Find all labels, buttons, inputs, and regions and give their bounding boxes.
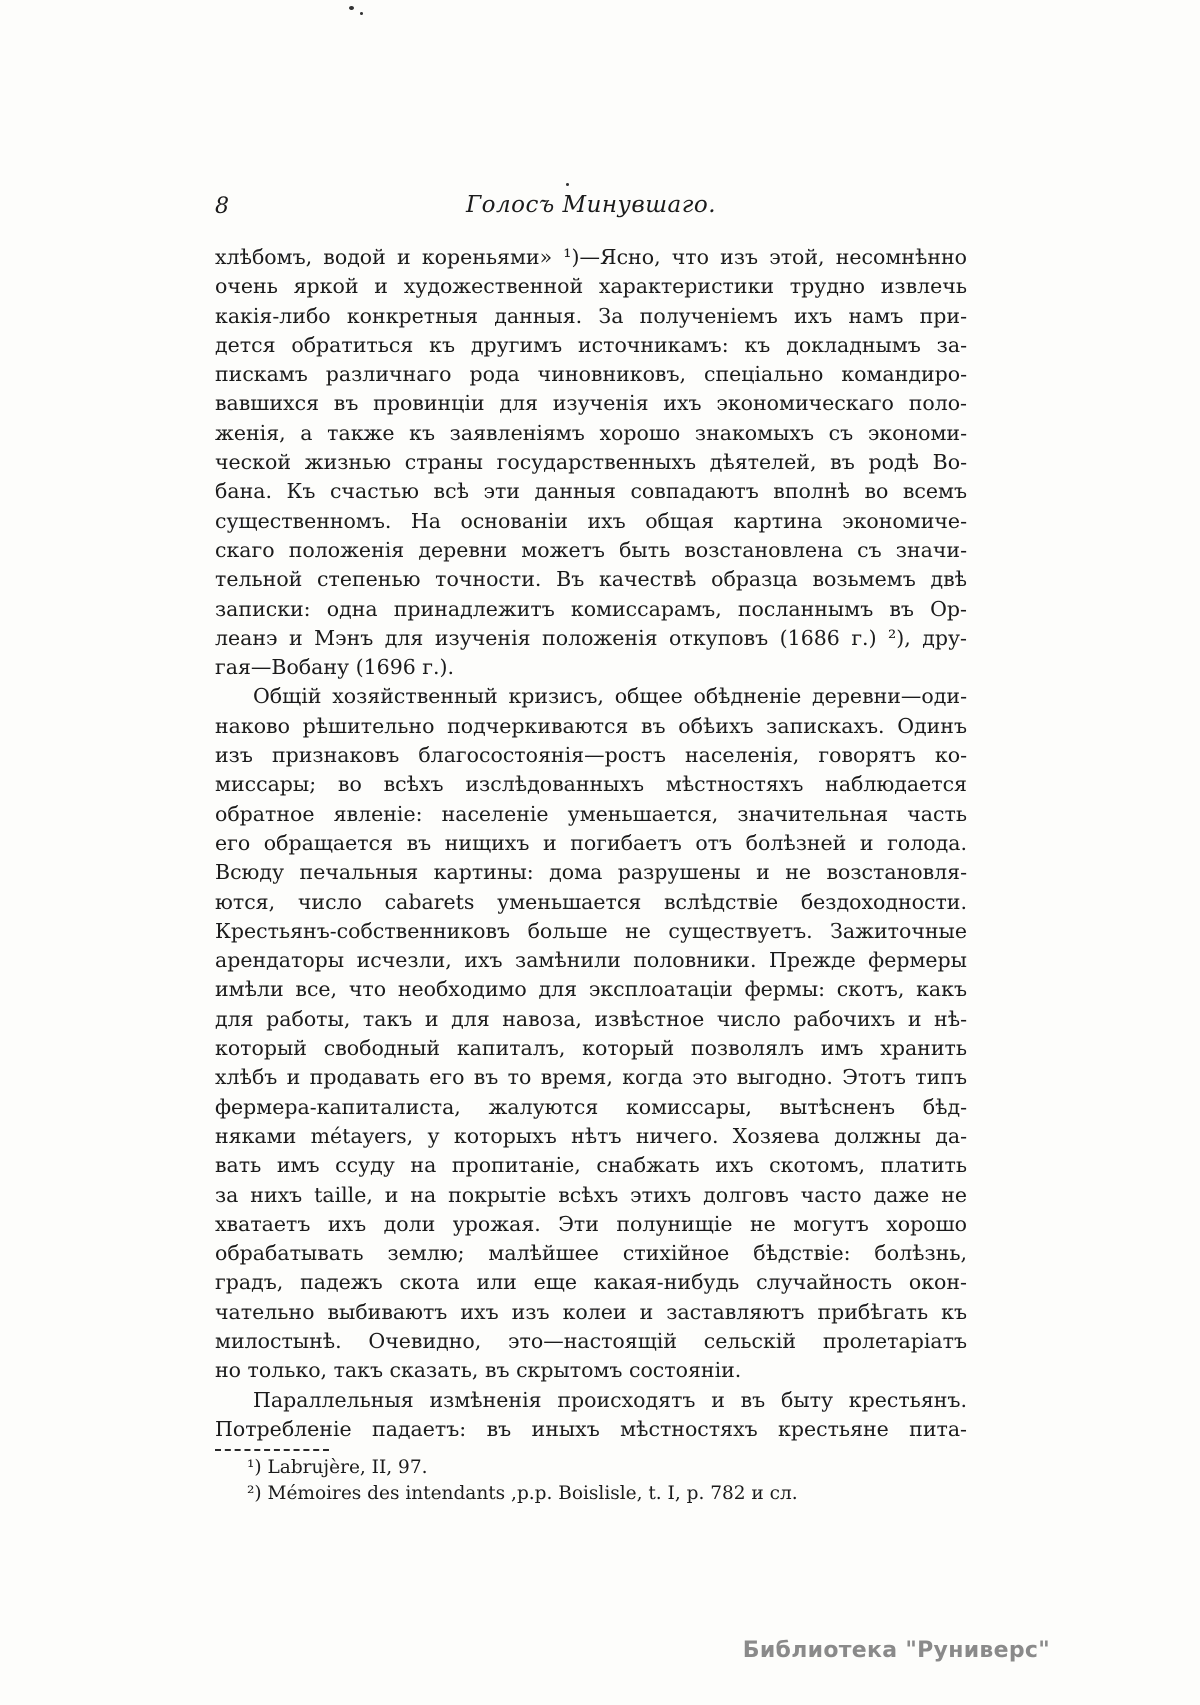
text-line: хлѣбъ и продавать его въ то время, когда это выгодно. Этотъ типъ <box>215 1065 967 1090</box>
text-line: бана. Къ счастью всѣ эти данныя совпадаютъ вполнѣ во всемъ <box>215 479 967 504</box>
text-line: градъ, падежъ скота или еще какая-нибудь случайность окон- <box>215 1270 967 1295</box>
footnotes <box>215 1455 967 1506</box>
text-line: гая—Вобану (1696 г.). <box>215 655 455 680</box>
text-line: милостынѣ. Очевидно, это—настоящій сельскій пролетаріатъ <box>215 1328 967 1353</box>
text-line: тельной степенью точности. Въ качествѣ образца возьмемъ двѣ <box>215 567 967 592</box>
text-line: очень яркой и художественной характеристики трудно извлечь <box>215 274 967 299</box>
paragraph <box>215 243 967 682</box>
text-line: фермера-капиталиста, жалуются комиссары, вытѣсненъ бѣд- <box>215 1094 967 1119</box>
text-line: пискамъ различнаго рода чиновниковъ, спеціально командиро- <box>215 362 967 387</box>
text-line: но только, такъ сказать, въ скрытомъ состояніи. <box>215 1358 742 1383</box>
text-line: обратное явленіе: населеніе уменьшается, значительная часть <box>215 801 967 826</box>
text-line: Крестьянъ-собственниковъ больше не существуетъ. Зажиточные <box>215 918 967 943</box>
text-line: Потребленіе падаетъ: въ иныхъ мѣстностяхъ крестьяне пита- <box>215 1416 967 1441</box>
page-header <box>215 192 967 226</box>
text-line: записки: одна принадлежитъ комиссарамъ, посланнымъ въ Ор- <box>215 596 967 621</box>
runivers-watermark: Библиотека "Руниверс" <box>742 1638 1050 1663</box>
text-line: вать имъ ссуду на пропитаніе, снабжать ихъ скотомъ, платить <box>215 1153 967 1178</box>
text-line: ются, число cabarets уменьшается вслѣдствіе бездоходности. <box>215 889 967 914</box>
ink-speck <box>360 12 363 15</box>
paragraph <box>215 682 967 1385</box>
text-line: женія, а также къ заявленіямъ хорошо знакомыхъ съ экономи- <box>215 420 967 445</box>
text-line: дется обратиться къ другимъ источникамъ: къ докладнымъ за- <box>215 332 967 357</box>
text-line: скаго положенія деревни можетъ быть возстановлена съ значи- <box>215 537 967 562</box>
footnote-divider <box>215 1449 329 1451</box>
text-line: Общій хозяйственный кризисъ, общее обѣдненіе деревни—оди- <box>253 684 967 709</box>
footnote: ²) Mémoires des intendants ,p.p. Boislisle, t. I, p. 782 и сл. <box>247 1482 798 1504</box>
text-line: леанэ и Мэнъ для изученія положенія откуповъ (1686 г.) ²), дру- <box>215 625 967 650</box>
text-line: имѣли все, что необходимо для эксплоатаціи фермы: скотъ, какъ <box>215 977 967 1002</box>
paragraph <box>215 1386 967 1445</box>
body-text <box>215 243 967 1444</box>
text-line: существенномъ. На основаніи ихъ общая картина экономиче- <box>215 508 967 533</box>
text-line: вавшихся въ провинціи для изученія ихъ экономическаго поло- <box>215 391 967 416</box>
text-line: наково рѣшительно подчеркиваются въ обѣихъ запискахъ. Одинъ <box>215 713 967 738</box>
text-line: чательно выбиваютъ ихъ изъ колеи и заставляютъ прибѣгать къ <box>215 1299 967 1324</box>
text-line: хлѣбомъ, водой и кореньями» ¹)—Ясно, что изъ этой, несомнѣнно <box>215 245 967 269</box>
text-line: обрабатывать землю; малѣйшее стихійное бѣдствіе: болѣзнь, <box>215 1241 967 1266</box>
text-line: арендаторы исчезли, ихъ замѣнили половники. Прежде фермеры <box>215 948 967 973</box>
text-line: какія-либо конкретныя данныя. За полученіемъ ихъ намъ при- <box>215 303 967 328</box>
journal-title: Голосъ Минувшаго. <box>465 192 717 218</box>
page-number: 8 <box>215 194 229 219</box>
text-line: за нихъ taille, и на покрытіе всѣхъ этихъ долговъ часто даже не <box>215 1182 967 1207</box>
text-line: для работы, такъ и для навоза, извѣстное число рабочихъ и нѣ- <box>215 1006 967 1031</box>
text-line: миссары; во всѣхъ изслѣдованныхъ мѣстностяхъ наблюдается <box>215 772 967 797</box>
text-line: Всюду печальныя картины: дома разрушены и не возстановля- <box>215 860 967 885</box>
ink-speck <box>566 183 569 186</box>
text-line: который свободный капиталъ, который позволялъ имъ хранить <box>215 1036 967 1061</box>
text-line: ческой жизнью страны государственныхъ дѣятелей, въ родѣ Во- <box>215 450 967 475</box>
footnote: ¹) Labrujère, II, 97. <box>247 1457 428 1478</box>
text-line: няками métayers, у которыхъ нѣтъ ничего. Хозяева должны да- <box>215 1123 967 1148</box>
text-line: изъ признаковъ благосостоянія—ростъ населенія, говорятъ ко- <box>215 743 967 768</box>
text-line: Параллельныя измѣненія происходятъ и въ быту крестьянъ. <box>253 1387 967 1412</box>
text-line: его обращается въ нищихъ и погибаетъ отъ болѣзней и голода. <box>215 830 967 855</box>
ink-speck <box>349 6 354 10</box>
text-line: хватаетъ ихъ доли урожая. Эти полунищіе не могутъ хорошо <box>215 1211 967 1236</box>
